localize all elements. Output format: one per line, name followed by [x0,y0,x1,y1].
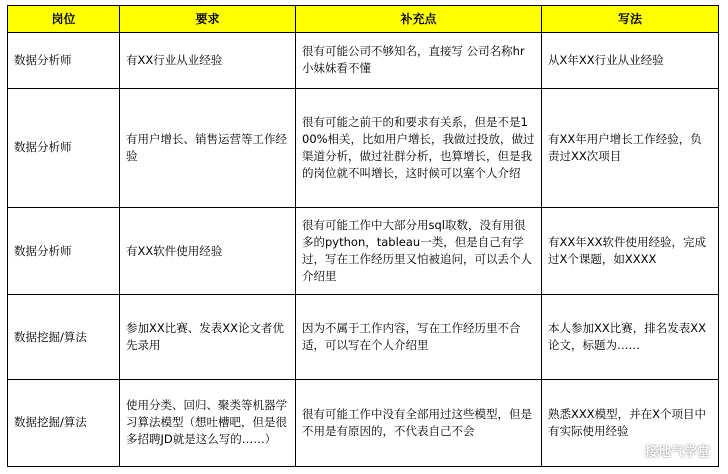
cell-role: 数据分析师 [8,88,120,207]
cell-supplement: 很有可能工作中没有全部用过这些模型，但是不用是有原因的，不代表自己不会 [296,379,542,466]
watermark [619,441,710,460]
cell-writing: 有XX年XX软件使用经验，完成过X个课题，如XXXX [542,208,719,295]
cell-role: 数据挖掘/算法 [8,295,120,380]
cell-writing: 本人参加XX比赛，排名发表XX论文，标题为…… [542,295,719,380]
cell-requirement: 有XX行业从业经验 [120,33,296,89]
table-row [8,379,719,466]
cell-supplement: 很有可能工作中大部分用sql取数，没有用很多的python，tableau一类，但是自己有学过，写在工作经历里又怕被追问，可以丢个人介绍里 [296,208,542,295]
cell-supplement: 很有可能之前干的和要求有关系，但是不是100%相关，比如用户增长，我做过投放，做过渠道分析，做过社群分析，也算增长，但是我的岗位就不叫增长，这时候可以塞个人介绍 [296,88,542,207]
cell-role: 数据分析师 [8,208,120,295]
cell-role: 数据挖掘/算法 [8,379,120,466]
cell-requirement: 有XX软件使用经验 [120,208,296,295]
watermark-text: 接地气学堂 [644,445,710,460]
cell-supplement: 因为不属于工作内容，写在工作经历里不合适，可以写在个人介绍里 [296,295,542,380]
header-writing: 写法 [542,6,719,33]
cell-requirement: 有用户增长、销售运营等工作经验 [120,88,296,207]
cell-role: 数据分析师 [8,33,120,89]
table-row [8,33,719,89]
table-row [8,295,719,380]
header-requirement: 要求 [120,6,296,33]
table-row [8,208,719,295]
header-position: 岗位 [8,6,120,33]
header-supplement: 补充点 [296,6,542,33]
cell-writing: 有XX年用户增长工作经验，负责过XX次项目 [542,88,719,207]
requirements-table [7,5,719,467]
cell-requirement: 使用分类、回归、聚类等机器学习算法模型（想吐槽吧，但是很多招聘JD就是这么写的……） [120,379,296,466]
header-row [8,6,719,33]
wechat-icon [619,442,641,460]
cell-supplement: 很有可能公司不够知名，直接写 公司名称hr小妹妹看不懂 [296,33,542,89]
table-row [8,88,719,207]
cell-writing: 熟悉XXX模型，并在X个项目中有实际使用经验 [542,379,719,466]
cell-writing: 从X年XX行业从业经验 [542,33,719,89]
cell-requirement: 参加XX比赛、发表XX论文者优先录用 [120,295,296,380]
